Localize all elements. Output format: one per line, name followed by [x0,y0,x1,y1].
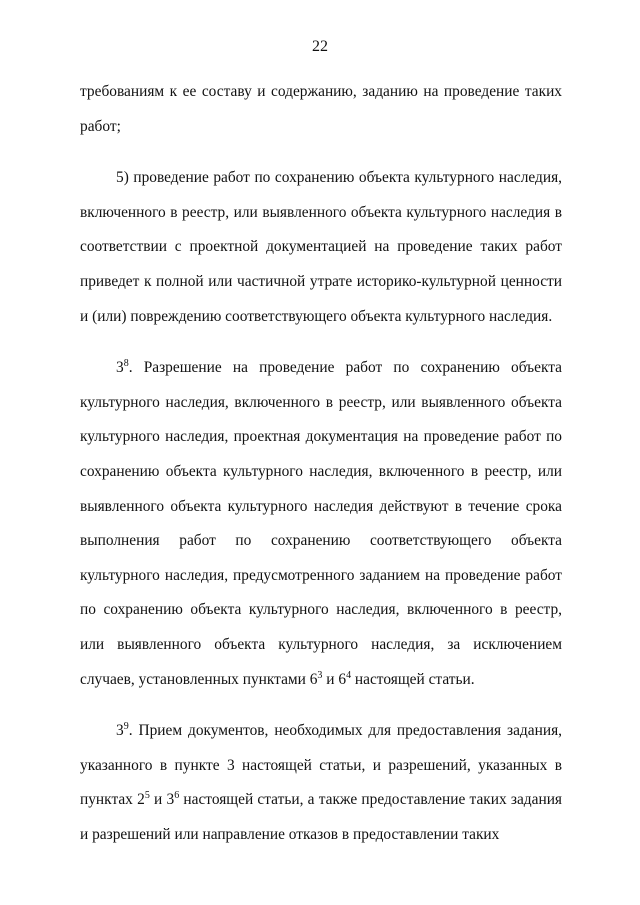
reference-number: 6 [338,670,347,688]
reference-superscript: 3 [317,669,323,681]
paragraph-text: и [322,670,339,688]
paragraph-text: 5) проведение работ по сохранению объекта культурного наследия, включенного в реестр, или выявленного объекта культурного наследия в соответствии с проектной документацией на проведение таких работ приведет к полной или частичной утрате историко-культурной ценности и (или) повреждению соответствующего объекта культурного наследия. [80,169,562,325]
document-body [80,75,562,852]
paragraph-text: и [149,791,167,809]
clause-number: 3 [116,722,124,740]
page-number: 22 [312,38,328,55]
paragraph-text: . Разрешение на проведение работ по сохранению объекта культурного наследия, включенного в реестр, или выявленного объекта культурного наследия, проектная документация на проведение работ по сохранению объекта культурного наследия, включенного в реестр, или выявленного объекта культурного наследия действуют в течение срока выполнения работ по сохранению соответствующего объекта культурного наследия, предусмотренного заданием на проведение работ по сохранению объекта культурного наследия, включенного в реестр, или выявленного объекта культурного наследия, за исключением случаев, установленных пунктами [80,359,562,688]
paragraph-item-5 [80,161,562,334]
clause-number: 3 [116,359,124,377]
reference-superscript: 6 [174,790,180,802]
paragraph-continuation [80,75,562,144]
reference-number: 3 [166,791,175,809]
paragraph-text: . Прием документов, необходимых для предоставления задания, указанного в пункте 3 настоящей статьи, и разрешений, указанных в пунктах [80,722,562,809]
reference-number: 2 [137,791,145,809]
clause-number-superscript: 9 [123,721,129,733]
reference-number: 6 [309,670,318,688]
paragraph-text: настоящей статьи, а также предоставление таких задания и разрешений или направление отказов в предоставлении таких [80,791,563,843]
paragraph-text: настоящей статьи. [351,670,475,688]
reference-superscript: 4 [346,669,352,681]
clause-number-superscript: 8 [123,358,129,370]
reference-superscript: 5 [144,790,150,802]
paragraph-3-8 [80,351,562,697]
paragraph-text: требованиям к ее составу и содержанию, заданию на проведение таких работ; [80,83,562,135]
paragraph-3-9 [80,714,562,852]
